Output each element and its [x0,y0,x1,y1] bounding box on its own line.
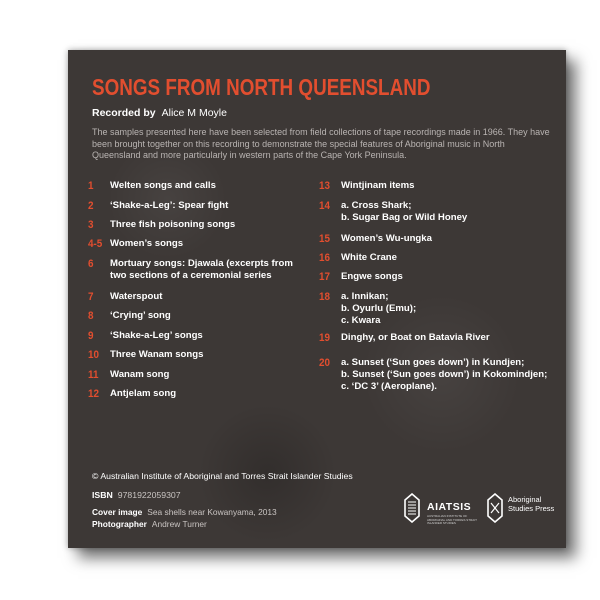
aboriginal-studies-press-logo [486,493,566,527]
track-row [88,180,216,192]
track-number: 7 [88,291,94,303]
track-row [88,349,203,361]
track-row [88,291,162,303]
track-title: a. Sunset (‘Sun goes down’) in Kundjen; b. Sunset (‘Sun goes down’) in Kokomindjen; c. ‘DC 3’ (Aeroplane). [341,357,548,392]
track-number: 13 [319,180,331,192]
track-title: Dinghy, or Boat on Batavia River [341,332,490,343]
track-number: 4-5 [88,238,103,250]
aiatsis-emblem-icon [403,493,421,523]
track-row [319,252,397,264]
track-row [319,291,416,327]
copyright-notice: © Australian Institute of Aboriginal and Torres Strait Islander Studies [92,471,353,481]
track-title: Mortuary songs: Djawala (excerpts from two sections of a ceremonial series [110,258,293,281]
track-title: Antjelam song [110,388,177,399]
track-row [88,388,176,400]
recorded-by [92,107,227,119]
track-number: 6 [88,258,94,270]
track-title: Waterspout [110,291,163,302]
track-title: a. Cross Shark; b. Sugar Bag or Wild Honey [341,200,468,223]
cover-image-value: Sea shells near Kowanyama, 2013 [147,507,277,517]
photographer-label: Photographer [92,519,147,529]
track-row [319,332,490,344]
aiatsis-wordmark: AIATSIS [427,501,472,513]
track-number: 16 [319,252,331,264]
track-row [88,310,171,322]
aiatsis-logo [403,493,483,527]
track-title: White Crane [341,252,397,263]
track-title: ‘Shake-a-Leg’ songs [110,330,203,341]
track-title: Wintjinam items [341,180,415,191]
track-number: 17 [319,271,331,283]
track-title: Women’s songs [110,238,184,249]
track-number: 15 [319,233,331,245]
track-row [319,200,467,224]
track-number: 8 [88,310,94,322]
photographer-credit [92,519,207,529]
intro-paragraph: The samples presented here have been selected from field collections of tape recordings made in 1966. They have been brought together on this recording to demonstrate the special features of Aboriginal music in North Queensland and more particularly in western parts of the Cape York Peninsula. [92,127,550,160]
track-title: Welten songs and calls [110,180,216,191]
track-row [319,233,432,245]
track-title: Three Wanam songs [110,349,204,360]
track-title: a. Innikan; b. Oyurlu (Emu); c. Kwara [341,291,417,326]
track-row [88,238,183,250]
track-number: 11 [88,369,99,381]
photographer-value: Andrew Turner [151,519,207,529]
track-number: 12 [88,388,100,400]
isbn [92,490,181,500]
aiatsis-subtitle: AUSTRALIAN INSTITUTE OF ABORIGINAL AND TORRES STRAIT ISLANDER STUDIES [427,514,477,525]
track-number: 14 [319,200,331,212]
track-row [88,330,203,342]
track-number: 18 [319,291,331,303]
track-number: 1 [88,180,94,192]
track-title: Three fish poisoning songs [110,219,236,230]
album-title: SONGS FROM NORTH QUEENSLAND [92,74,431,100]
recorded-by-name: Alice M Moyle [161,107,227,119]
track-number: 19 [319,332,331,344]
asp-wordmark: Aboriginal Studies Press [508,495,555,513]
recorded-by-label: Recorded by [92,107,156,119]
cover-image-label: Cover image [92,507,143,517]
track-number: 9 [88,330,94,342]
track-title: ‘Shake-a-Leg’: Spear fight [110,200,229,211]
isbn-value: 9781922059307 [117,490,181,500]
asp-emblem-icon [486,493,504,523]
isbn-label: ISBN [92,490,113,500]
track-number: 10 [88,349,100,361]
track-row [319,271,403,283]
track-row [88,200,228,212]
track-number: 2 [88,200,94,212]
track-title: ‘Crying’ song [110,310,171,321]
track-title: Engwe songs [341,271,403,282]
track-row [319,357,561,393]
track-row [88,258,310,282]
track-row [319,180,414,192]
track-row [88,369,169,381]
cover-image-credit [92,507,277,517]
track-title: Wanam song [110,369,170,380]
track-number: 3 [88,219,94,231]
album-back-cover [68,50,566,548]
track-number: 20 [319,357,331,369]
track-row [88,219,235,231]
track-title: Women’s Wu-ungka [341,233,432,244]
